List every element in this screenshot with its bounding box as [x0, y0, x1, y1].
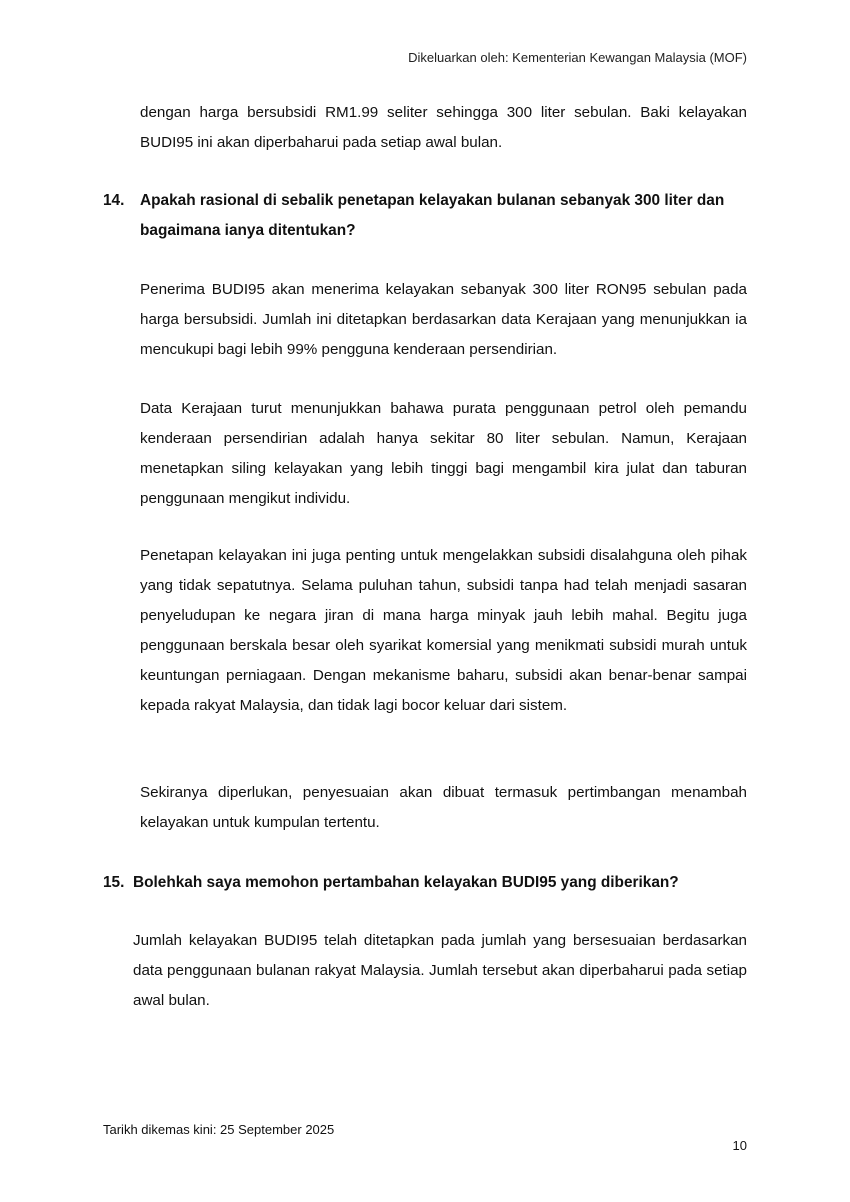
answer-14-text-3: Penetapan kelayakan ini juga penting untuk mengelakkan subsidi disalahguna oleh pihak yang tidak sepatutnya. Selama puluhan tahun, subsidi tanpa had telah menjadi sasaran penyeludupan ke negara jiran di mana harga minyak jauh lebih mahal. Begitu juga penggunaan berskala besar oleh syarikat komersial yang menikmati subsidi murah untuk keuntungan perniagaan. Dengan mekanisme baharu, subsidi akan benar-benar sampai kepada rakyat Malaysia, dan tidak lagi bocor keluar dari sistem.: [140, 547, 747, 714]
question-14: [103, 186, 750, 246]
continuation-paragraph: [140, 98, 747, 158]
continuation-text: dengan harga bersubsidi RM1.99 seliter sehingga 300 liter sebulan. Baki kelayakan BUDI95 ini akan diperbaharui pada setiap awal bulan.: [140, 104, 747, 151]
footer-updated-date: Tarikh dikemas kini: 25 September 2025: [103, 1122, 335, 1137]
answer-14-paragraph-1: [140, 275, 747, 365]
page-header-issuer: Dikeluarkan oleh: Kementerian Kewangan Malaysia (MOF): [408, 50, 747, 65]
answer-14-text-4: Sekiranya diperlukan, penyesuaian akan dibuat termasuk pertimbangan menambah kelayakan untuk kumpulan tertentu.: [140, 784, 747, 831]
answer-15-text: Jumlah kelayakan BUDI95 telah ditetapkan pada jumlah yang bersesuaian berdasarkan data penggunaan bulanan rakyat Malaysia. Jumlah tersebut akan diperbaharui pada setiap awal bulan.: [133, 932, 747, 1009]
answer-14-text-1: Penerima BUDI95 akan menerima kelayakan sebanyak 300 liter RON95 sebulan pada harga bersubsidi. Jumlah ini ditetapkan berdasarkan data Kerajaan yang menunjukkan ia mencukupi bagi lebih 99% pengguna kenderaan persendirian.: [140, 281, 747, 358]
question-15: [103, 868, 750, 898]
page-number: 10: [732, 1138, 747, 1153]
question-15-number: 15.: [103, 874, 125, 891]
answer-14-paragraph-3: [140, 541, 747, 721]
question-14-number: 14.: [103, 192, 125, 209]
question-14-text: Apakah rasional di sebalik penetapan kelayakan bulanan sebanyak 300 liter dan bagaimana ianya ditentukan?: [140, 192, 725, 239]
question-15-text: Bolehkah saya memohon pertambahan kelayakan BUDI95 yang diberikan?: [133, 874, 679, 891]
answer-14-paragraph-4: [140, 778, 747, 838]
answer-14-text-2: Data Kerajaan turut menunjukkan bahawa purata penggunaan petrol oleh pemandu kenderaan persendirian adalah hanya sekitar 80 liter sebulan. Namun, Kerajaan menetapkan siling kelayakan yang lebih tinggi bagi mengambil kira julat dan taburan penggunaan mengikut individu.: [140, 400, 747, 507]
answer-14-paragraph-2: [140, 394, 747, 514]
answer-15-paragraph: [133, 926, 747, 1016]
